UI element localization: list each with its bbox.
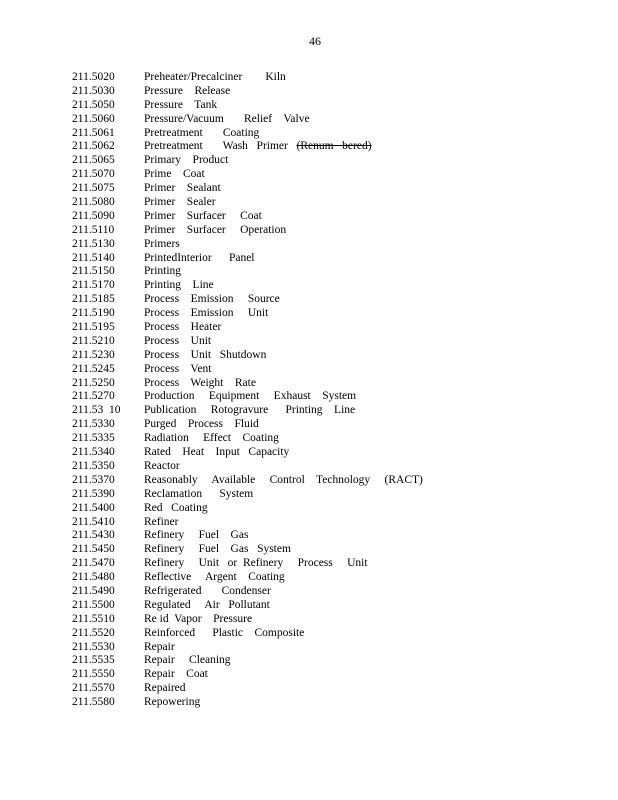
section-number: 211.5550 — [72, 668, 115, 681]
list-item — [72, 390, 592, 404]
defined-term-text: Prime Coat — [144, 168, 205, 181]
defined-term — [144, 85, 592, 99]
defined-term-text: Primary Product — [144, 154, 229, 167]
list-item — [72, 321, 592, 335]
list-item — [72, 265, 592, 279]
section-number: 211.5060 — [72, 112, 115, 125]
defined-term-text: Process Heater — [144, 321, 222, 334]
defined-term — [144, 293, 592, 307]
defined-term-text: Pressure Release — [144, 84, 231, 97]
defined-term — [144, 377, 592, 391]
defined-term-text: Production Equipment Exhaust System — [144, 390, 357, 403]
section-number: 211.5530 — [72, 640, 115, 653]
section-number: 211.5335 — [72, 432, 115, 445]
section-number: 211.5130 — [72, 237, 115, 250]
section-number: 211.5170 — [72, 279, 115, 292]
defined-term-text: Reclamation System — [144, 487, 254, 500]
list-item — [72, 529, 592, 543]
defined-term — [144, 182, 592, 196]
defined-term — [144, 127, 592, 141]
defined-term — [144, 154, 592, 168]
list-item — [72, 238, 592, 252]
section-number: 211.5190 — [72, 307, 115, 320]
section-number: 211.5480 — [72, 571, 115, 584]
defined-term-text: Printing Line — [144, 279, 214, 292]
section-number: 211.5500 — [72, 598, 115, 611]
defined-term — [144, 446, 592, 460]
defined-term — [144, 529, 592, 543]
section-number: 211.5350 — [72, 459, 115, 472]
list-item — [72, 252, 592, 266]
list-item — [72, 168, 592, 182]
defined-term — [144, 321, 592, 335]
list-item — [72, 377, 592, 391]
defined-term-text: Refinery Unit or Refinery Process Unit — [144, 557, 368, 570]
defined-term-text: Primer Sealant — [144, 182, 221, 195]
defined-term — [144, 502, 592, 516]
list-item — [72, 85, 592, 99]
defined-term-text: Repowering — [144, 696, 201, 709]
defined-term — [144, 140, 592, 154]
defined-term-text: Reflective Argent Coating — [144, 571, 285, 584]
section-number: 211.5270 — [72, 390, 115, 403]
defined-term — [144, 488, 592, 502]
list-item — [72, 363, 592, 377]
section-number: 211.5430 — [72, 529, 115, 542]
section-number: 211.5400 — [72, 501, 115, 514]
defined-term-text: Pretreatment Wash Primer — [144, 140, 297, 153]
defined-term-text: Printing — [144, 265, 182, 278]
list-item — [72, 696, 592, 710]
defined-term-text: Process Unit — [144, 334, 212, 347]
section-number: 211.5065 — [72, 154, 115, 167]
defined-term-text: Refiner — [144, 515, 179, 528]
defined-term-text: Process Weight Rate — [144, 376, 256, 389]
section-number: 211.5062 — [72, 140, 115, 153]
section-number: 211.5070 — [72, 168, 115, 181]
section-number: 211.5340 — [72, 446, 115, 459]
section-number: 211.5370 — [72, 473, 115, 486]
list-item — [72, 571, 592, 585]
list-item — [72, 460, 592, 474]
defined-term-text: Repair Cleaning — [144, 654, 231, 667]
section-number: 211.5195 — [72, 321, 115, 334]
defined-term-text: Refinery Fuel Gas System — [144, 543, 291, 556]
defined-term-text: Reinforced Plastic Composite — [144, 626, 305, 639]
list-item — [72, 99, 592, 113]
section-number: 211.5330 — [72, 418, 115, 431]
section-number: 211.5490 — [72, 584, 115, 597]
section-number: 211.5450 — [72, 543, 115, 556]
section-number: 211.5580 — [72, 696, 115, 709]
defined-term — [144, 210, 592, 224]
defined-term — [144, 585, 592, 599]
list-item — [72, 140, 592, 154]
list-item — [72, 113, 592, 127]
defined-term — [144, 224, 592, 238]
defined-term — [144, 682, 592, 696]
section-number: 211.5470 — [72, 557, 115, 570]
defined-term-text: Primer Sealer — [144, 196, 216, 209]
defined-term — [144, 404, 592, 418]
defined-term-text: Process Vent — [144, 362, 212, 375]
list-item — [72, 641, 592, 655]
defined-term-text: Red Coating — [144, 501, 208, 514]
section-number: 211.5510 — [72, 612, 115, 625]
list-item — [72, 404, 592, 418]
defined-term — [144, 238, 592, 252]
defined-term-text: Primer Surfacer Coat — [144, 209, 262, 222]
defined-term — [144, 557, 592, 571]
section-number: 211.5185 — [72, 293, 115, 306]
section-number: 211.5075 — [72, 182, 115, 195]
defined-term — [144, 418, 592, 432]
list-item — [72, 488, 592, 502]
list-item — [72, 224, 592, 238]
list-item — [72, 654, 592, 668]
section-number: 211.5520 — [72, 626, 115, 639]
list-item — [72, 543, 592, 557]
list-item — [72, 446, 592, 460]
section-number: 211.5020 — [72, 71, 115, 83]
list-item — [72, 279, 592, 293]
defined-term-text: Refrigerated Condenser — [144, 584, 271, 597]
list-item — [72, 418, 592, 432]
list-item — [72, 154, 592, 168]
defined-term — [144, 641, 592, 655]
defined-term — [144, 543, 592, 557]
defined-term — [144, 252, 592, 266]
defined-term — [144, 363, 592, 377]
list-item — [72, 71, 592, 85]
list-item — [72, 627, 592, 641]
defined-term-text: Process Unit Shutdown — [144, 348, 267, 361]
section-number: 211.5230 — [72, 348, 115, 361]
defined-term — [144, 168, 592, 182]
list-item — [72, 585, 592, 599]
list-item — [72, 293, 592, 307]
section-number: 211.5030 — [72, 84, 115, 97]
defined-term — [144, 599, 592, 613]
list-item — [72, 196, 592, 210]
list-item — [72, 335, 592, 349]
section-number: 211.5410 — [72, 515, 115, 528]
section-number: 211.5390 — [72, 487, 115, 500]
page-number: 46 — [309, 34, 321, 48]
defined-term — [144, 390, 592, 404]
defined-term-text: Process Emission Source — [144, 293, 280, 306]
section-number: 211.5210 — [72, 334, 115, 347]
defined-term-text: Refinery Fuel Gas — [144, 529, 249, 542]
defined-term — [144, 627, 592, 641]
defined-term — [144, 696, 592, 710]
defined-term-text: PrintedInterior Panel — [144, 251, 255, 264]
list-item — [72, 474, 592, 488]
list-item — [72, 668, 592, 682]
defined-term — [144, 307, 592, 321]
list-item — [72, 557, 592, 571]
defined-term-text: Pretreatment Coating — [144, 126, 260, 139]
section-number: 211.5535 — [72, 654, 115, 667]
section-number: 211.5080 — [72, 196, 115, 209]
defined-term — [144, 516, 592, 530]
struck-out-text: (Renum bered) — [296, 140, 372, 153]
list-item — [72, 516, 592, 530]
defined-term-text: Re id Vapor Pressure — [144, 612, 253, 625]
section-number: 211.5140 — [72, 251, 115, 264]
defined-term-text: Primers — [144, 237, 180, 250]
defined-term-text: Repair — [144, 640, 175, 653]
defined-term-text: Purged Process Fluid — [144, 418, 259, 431]
defined-term-text: Pressure Tank — [144, 98, 218, 111]
defined-term — [144, 99, 592, 113]
list-item — [72, 432, 592, 446]
defined-term — [144, 571, 592, 585]
list-item — [72, 682, 592, 696]
defined-term-text: Publication Rotogravure Printing Line — [144, 404, 356, 417]
defined-term — [144, 474, 592, 488]
defined-term — [144, 265, 592, 279]
definition-list — [72, 71, 592, 710]
defined-term — [144, 432, 592, 446]
defined-term — [144, 349, 592, 363]
list-item — [72, 210, 592, 224]
defined-term-text: Reactor — [144, 459, 180, 472]
defined-term-text: Preheater/Precalciner Kiln — [144, 71, 286, 83]
section-number: 211.53 10 — [72, 404, 121, 417]
defined-term — [144, 460, 592, 474]
defined-term — [144, 113, 592, 127]
section-number: 211.5110 — [72, 223, 115, 236]
list-item — [72, 182, 592, 196]
defined-term — [144, 613, 592, 627]
section-number: 211.5245 — [72, 362, 115, 375]
defined-term-text: Primer Surfacer Operation — [144, 223, 287, 236]
list-item — [72, 349, 592, 363]
defined-term — [144, 279, 592, 293]
defined-term-text: Rated Heat Input Capacity — [144, 446, 290, 459]
defined-term-text: Process Emission Unit — [144, 307, 269, 320]
list-item — [72, 127, 592, 141]
section-number: 211.5570 — [72, 682, 115, 695]
defined-term — [144, 654, 592, 668]
defined-term-text: Pressure/Vacuum Relief Valve — [144, 112, 310, 125]
section-number: 211.5061 — [72, 126, 115, 139]
section-number: 211.5090 — [72, 209, 115, 222]
list-item — [72, 307, 592, 321]
section-number: 211.5150 — [72, 265, 115, 278]
defined-term-text: Reasonably Available Control Technology (RACT) — [144, 473, 423, 486]
defined-term — [144, 668, 592, 682]
list-item — [72, 502, 592, 516]
defined-term-text: Regulated Air Pollutant — [144, 598, 270, 611]
defined-term — [144, 71, 592, 85]
defined-term-text: Repair Coat — [144, 668, 208, 681]
section-number: 211.5050 — [72, 98, 115, 111]
defined-term — [144, 335, 592, 349]
section-number: 211.5250 — [72, 376, 115, 389]
defined-term-text: Radiation Effect Coating — [144, 432, 279, 445]
defined-term-text: Repaired — [144, 682, 186, 695]
list-item — [72, 613, 592, 627]
list-item — [72, 599, 592, 613]
defined-term — [144, 196, 592, 210]
